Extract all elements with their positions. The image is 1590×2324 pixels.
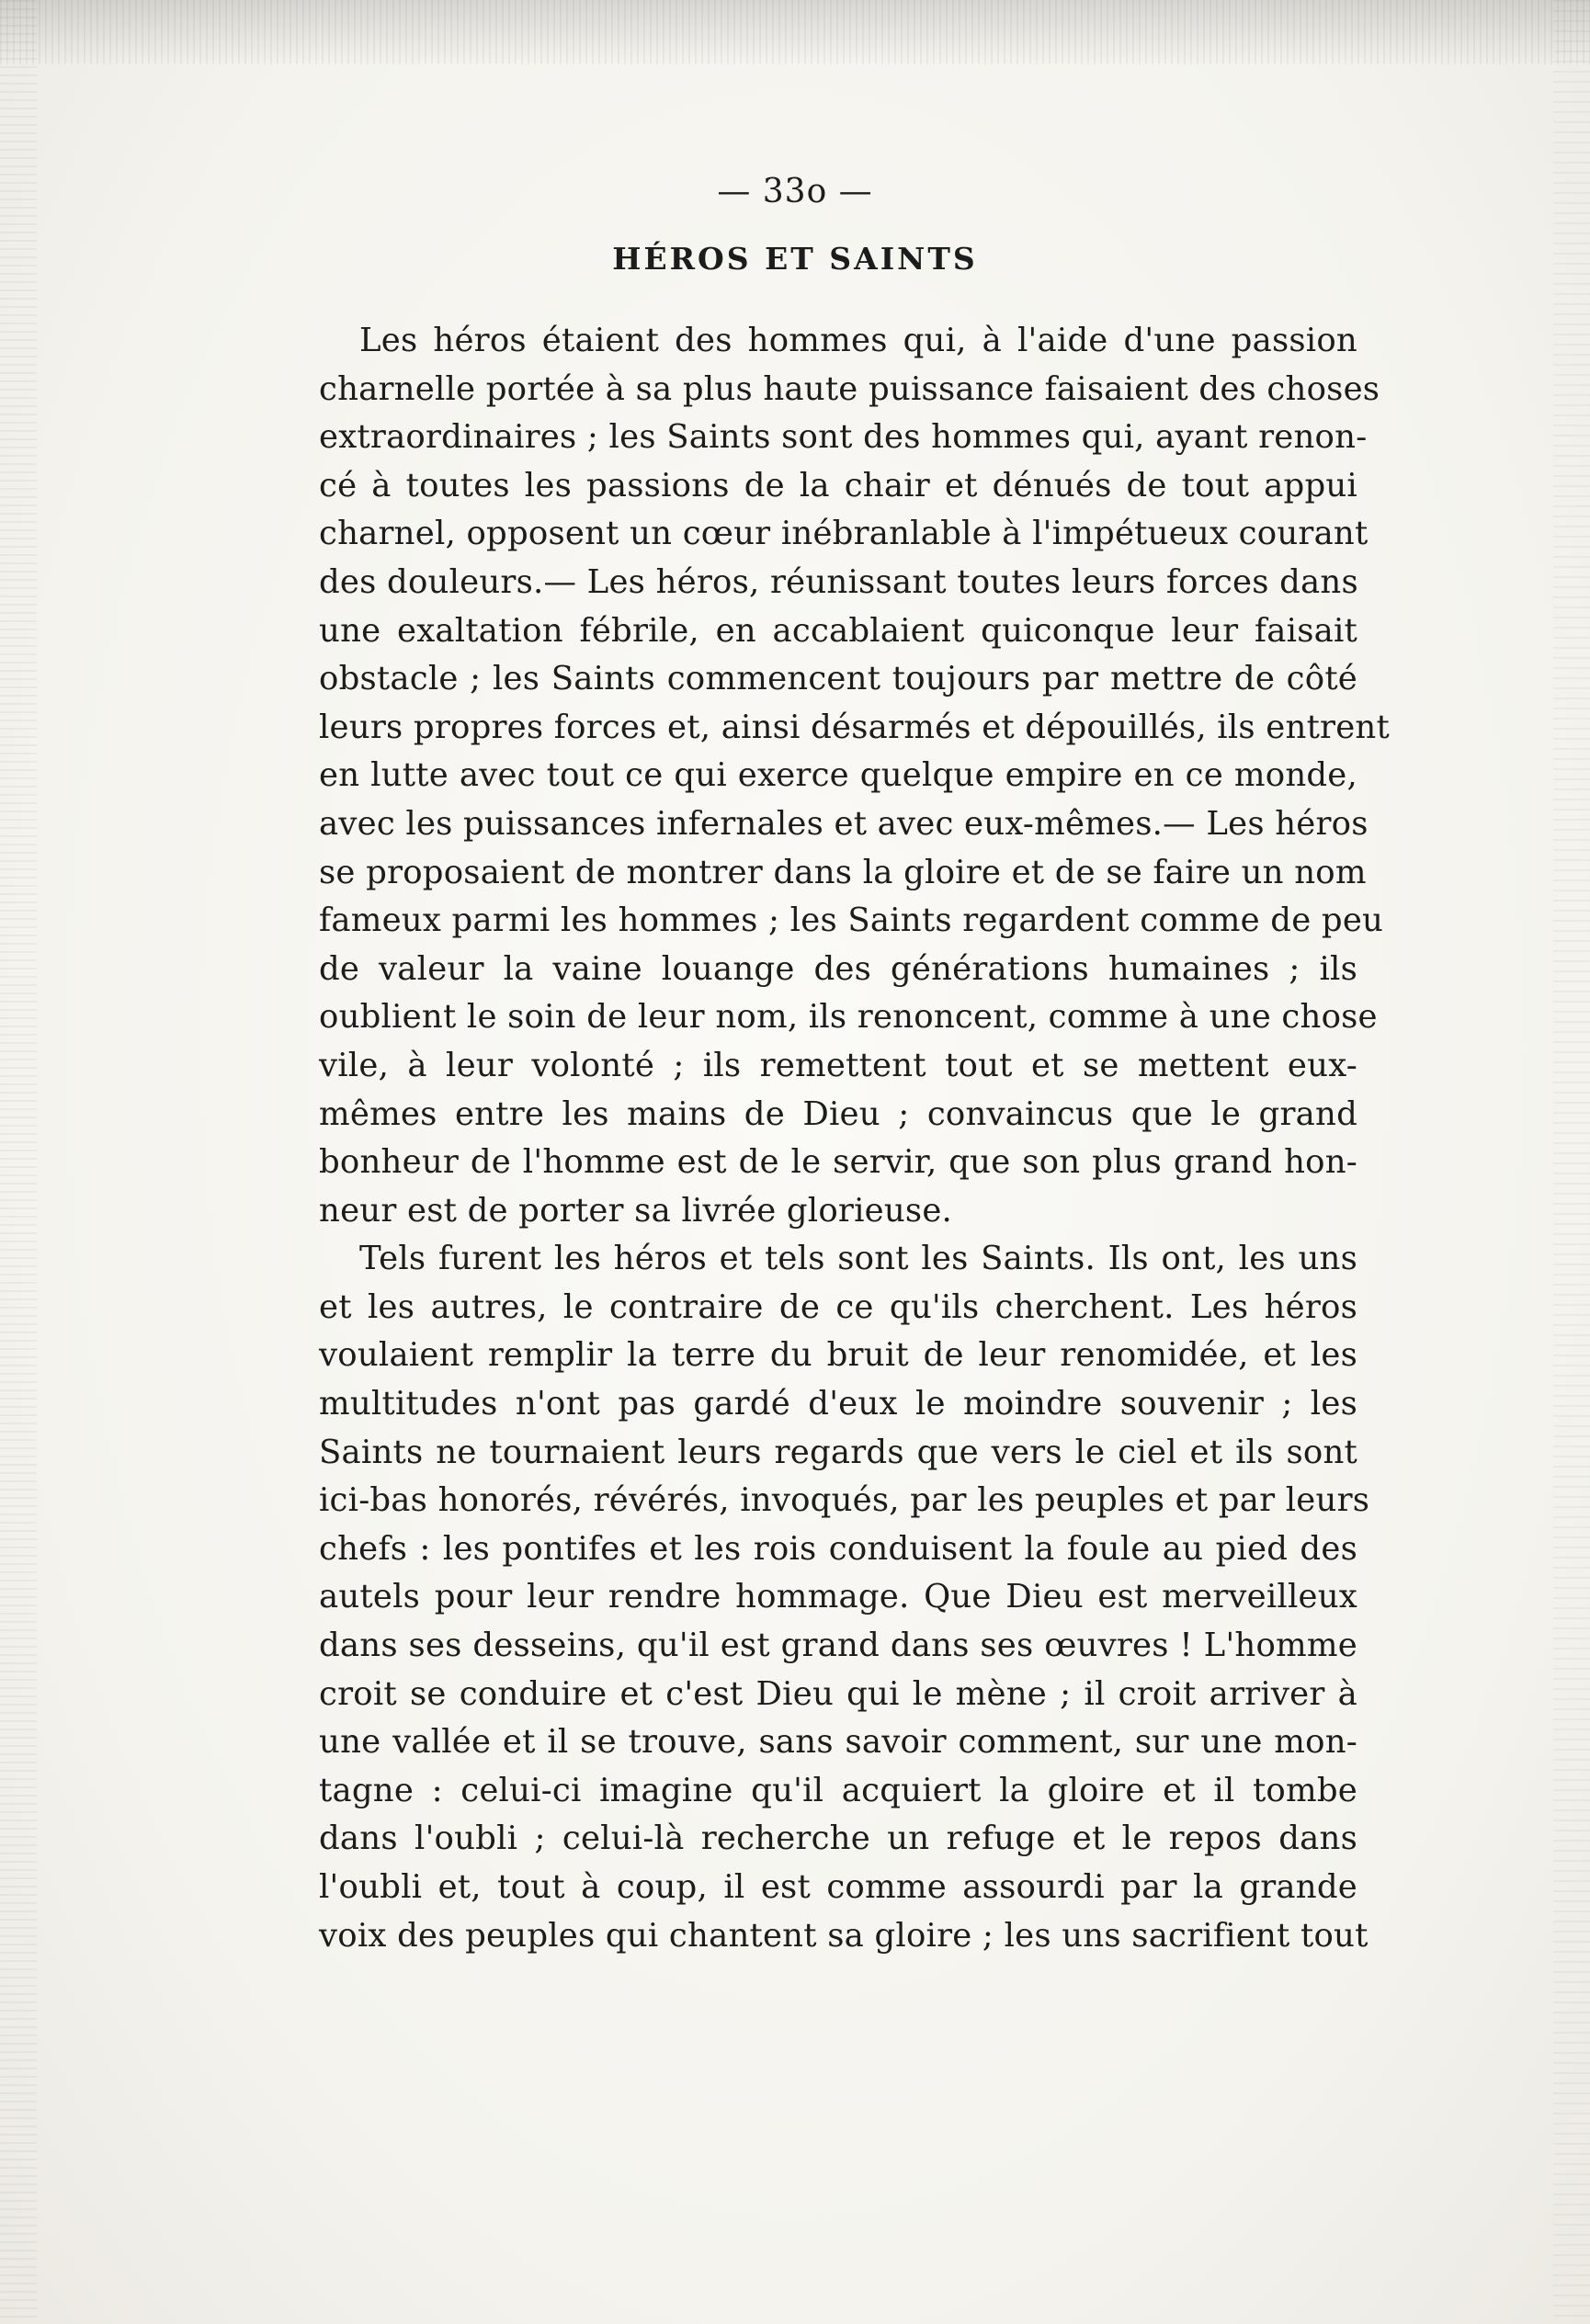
scan-noise-left <box>0 0 37 2324</box>
text-line: dans ses desseins, qu'il est grand dans ses œuvres ! L'homme <box>319 1627 1357 1665</box>
text-line: des douleurs.— Les héros, réunissant toutes leurs forces dans <box>319 562 1358 601</box>
scan-noise-right <box>1553 0 1590 2324</box>
text-line: Tels furent les héros et tels sont les Saints. Ils ont, les uns <box>359 1240 1357 1278</box>
text-line: cé à toutes les passions de la chair et dénués de tout appui <box>319 466 1357 504</box>
text-line: charnelle portée à sa plus haute puissance faisaient des choses <box>319 369 1380 408</box>
text-line: mêmes entre les mains de Dieu ; convaincus que le grand <box>319 1094 1357 1133</box>
text-line: multitudes n'ont pas gardé d'eux le moindre souvenir ; les <box>319 1385 1357 1423</box>
text-line: dans l'oubli ; celui-là recherche un refuge et le repos dans <box>319 1820 1357 1858</box>
text-line: vile, à leur volonté ; ils remettent tout et se mettent eux- <box>319 1046 1357 1084</box>
page-number: — 33o — <box>717 173 873 210</box>
chapter-title: HÉROS ET SAINTS <box>612 241 978 277</box>
text-line: croit se conduire et c'est Dieu qui le mène ; il croit arriver à <box>319 1674 1357 1713</box>
text-line: oublient le soin de leur nom, ils renoncent, comme à une chose <box>319 998 1378 1037</box>
text-line: en lutte avec tout ce qui exerce quelque empire en ce monde, <box>319 756 1357 795</box>
text-line: bonheur de l'homme est de le servir, que son plus grand hon- <box>319 1143 1357 1182</box>
text-line: autels pour leur rendre hommage. Que Dieu est merveilleux <box>319 1578 1357 1616</box>
text-line: Les héros étaient des hommes qui, à l'aide d'une passion <box>359 322 1357 359</box>
text-line: voulaient remplir la terre du bruit de leur renomidée, et les <box>319 1336 1357 1375</box>
text-line: extraordinaires ; les Saints sont des hommes qui, ayant renon- <box>319 418 1368 457</box>
text-line: et les autres, le contraire de ce qu'ils cherchent. Les héros <box>319 1287 1357 1326</box>
text-line: leurs propres forces et, ainsi désarmés et dépouillés, ils entrent <box>319 708 1390 746</box>
text-line: Saints ne tournaient leurs regards que vers le ciel et ils sont <box>319 1433 1357 1471</box>
text-line: voix des peuples qui chantent sa gloire ; les uns sacrifient tout <box>319 1916 1369 1955</box>
text-line: neur est de porter sa livrée glorieuse. <box>319 1191 953 1230</box>
text-line: fameux parmi les hommes ; les Saints regardent comme de peu <box>319 901 1384 940</box>
text-line: une vallée et il se trouve, sans savoir comment, sur une mon- <box>319 1723 1357 1762</box>
text-line: chefs : les pontifes et les rois conduisent la foule au pied des <box>319 1529 1357 1568</box>
text-line: de valeur la vaine louange des générations humaines ; ils <box>319 949 1357 988</box>
text-line: avec les puissances infernales et avec eux-mêmes.— Les héros <box>319 804 1369 843</box>
scan-noise-top <box>0 0 1590 64</box>
text-line: une exaltation fébrile, en accablaient quiconque leur faisait <box>319 611 1357 650</box>
text-line: obstacle ; les Saints commencent toujours par mettre de côté <box>319 660 1357 698</box>
text-line: l'oubli et, tout à coup, il est comme assourdi par la grande <box>319 1868 1357 1906</box>
text-line: ici-bas honorés, révérés, invoqués, par les peuples et par leurs <box>319 1481 1370 1520</box>
text-line: charnel, opposent un cœur inébranlable à l'impétueux courant <box>319 515 1369 553</box>
body-text <box>319 317 1390 1960</box>
text-line: se proposaient de montrer dans la gloire et de se faire un nom <box>319 853 1367 891</box>
text-line: tagne : celui-ci imagine qu'il acquiert la gloire et il tombe <box>319 1771 1357 1809</box>
